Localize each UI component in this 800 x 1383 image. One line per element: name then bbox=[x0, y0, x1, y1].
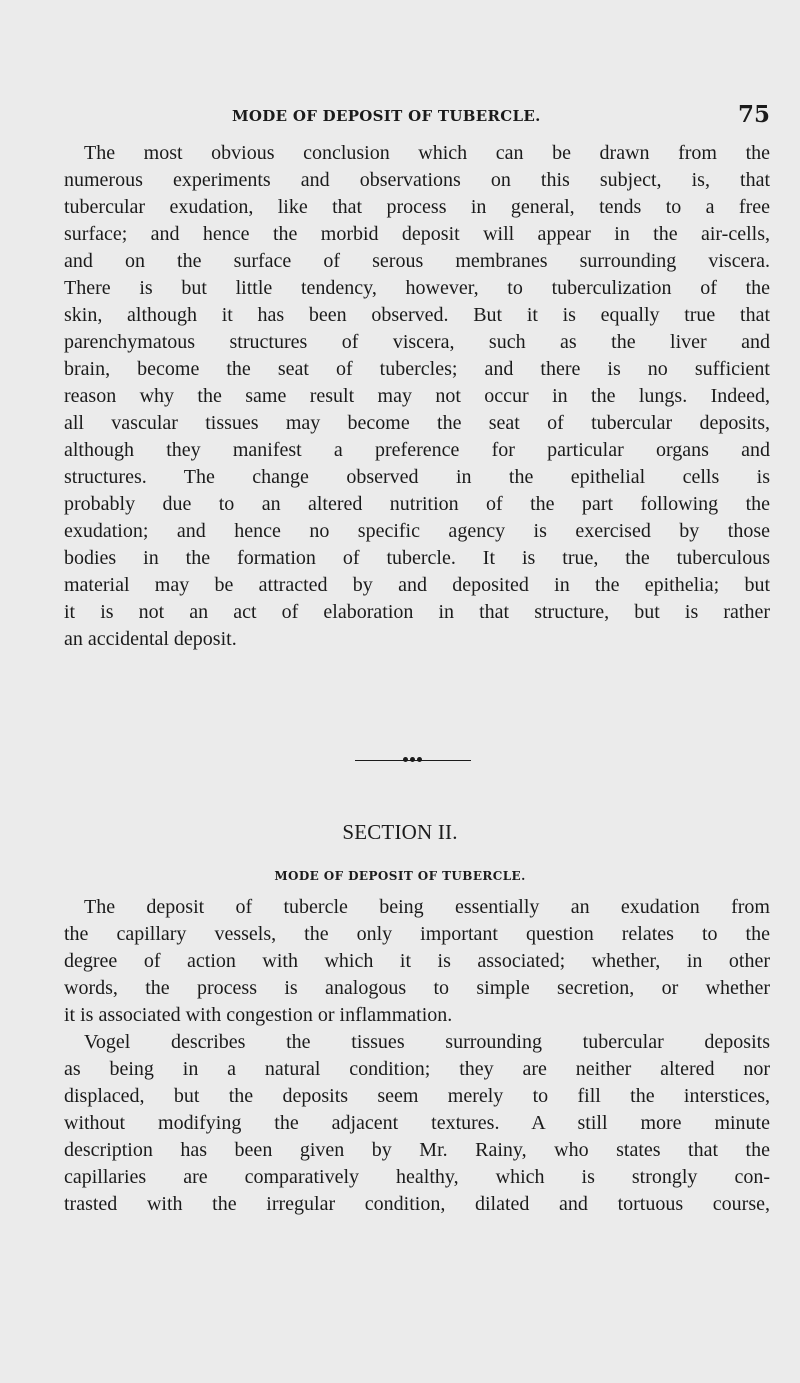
intro-paragraph bbox=[64, 140, 770, 653]
section-divider-ornament bbox=[355, 755, 471, 767]
text-line: bodies in the formation of tubercle. It is true, the tuberculous bbox=[64, 547, 770, 569]
divider-dot bbox=[417, 757, 422, 762]
text-line: although they manifest a preference for particular organs and bbox=[64, 439, 770, 461]
text-line: parenchymatous structures of viscera, such as the liver and bbox=[64, 331, 770, 353]
text-line: The deposit of tubercle being essentially an exudation from bbox=[84, 896, 770, 918]
text-line: degree of action with which it is associated; whether, in other bbox=[64, 950, 770, 972]
text-line: numerous experiments and observations on this subject, is, that bbox=[64, 169, 770, 191]
text-line: The most obvious conclusion which can be drawn from the bbox=[84, 142, 770, 164]
text-line: surface; and hence the morbid deposit will appear in the air-cells, bbox=[64, 223, 770, 245]
text-line: an accidental deposit. bbox=[64, 628, 237, 650]
text-line: structures. The change observed in the epithelial cells is bbox=[64, 466, 770, 488]
text-line: as being in a natural condition; they are neither altered nor bbox=[64, 1058, 770, 1080]
text-line: exudation; and hence no specific agency is exercised by those bbox=[64, 520, 770, 542]
divider-dot bbox=[410, 757, 415, 762]
text-line: description has been given by Mr. Rainy, who states that the bbox=[64, 1139, 770, 1161]
running-header bbox=[66, 103, 770, 133]
section-paragraph-2 bbox=[64, 1029, 770, 1218]
section-subheading: MODE OF DEPOSIT OF TUBERCLE. bbox=[274, 869, 526, 883]
text-line: material may be attracted by and deposited in the epithelia; but bbox=[64, 574, 770, 596]
text-line: it is associated with congestion or inflammation. bbox=[64, 1004, 453, 1026]
text-line: trasted with the irregular condition, dilated and tortuous course, bbox=[64, 1193, 770, 1215]
text-line: There is but little tendency, however, to tuberculization of the bbox=[64, 277, 770, 299]
page-number: 75 bbox=[737, 101, 770, 128]
text-line: capillaries are comparatively healthy, which is strongly con- bbox=[64, 1166, 770, 1188]
text-line: the capillary vessels, the only important question relates to the bbox=[64, 923, 770, 945]
text-line: skin, although it has been observed. But it is equally true that bbox=[64, 304, 770, 326]
text-line: it is not an act of elaboration in that structure, but is rather bbox=[64, 601, 770, 623]
section-heading: SECTION II. bbox=[342, 820, 458, 844]
text-line: displaced, but the deposits seem merely to fill the interstices, bbox=[64, 1085, 770, 1107]
text-line: tubercular exudation, like that process in general, tends to a free bbox=[64, 196, 770, 218]
text-line: probably due to an altered nutrition of the part following the bbox=[64, 493, 770, 515]
text-line: without modifying the adjacent textures. A still more minute bbox=[64, 1112, 770, 1134]
text-line: all vascular tissues may become the seat of tubercular deposits, bbox=[64, 412, 770, 434]
text-line: and on the surface of serous membranes surrounding viscera. bbox=[64, 250, 770, 272]
text-line: reason why the same result may not occur in the lungs. Indeed, bbox=[64, 385, 770, 407]
running-title: MODE OF DEPOSIT OF TUBERCLE. bbox=[232, 107, 541, 125]
section-paragraph-1 bbox=[64, 894, 770, 1029]
divider-dot bbox=[403, 757, 408, 762]
text-line: words, the process is analogous to simple secretion, or whether bbox=[64, 977, 770, 999]
text-line: brain, become the seat of tubercles; and there is no sufficient bbox=[64, 358, 770, 380]
text-line: Vogel describes the tissues surrounding tubercular deposits bbox=[84, 1031, 770, 1053]
